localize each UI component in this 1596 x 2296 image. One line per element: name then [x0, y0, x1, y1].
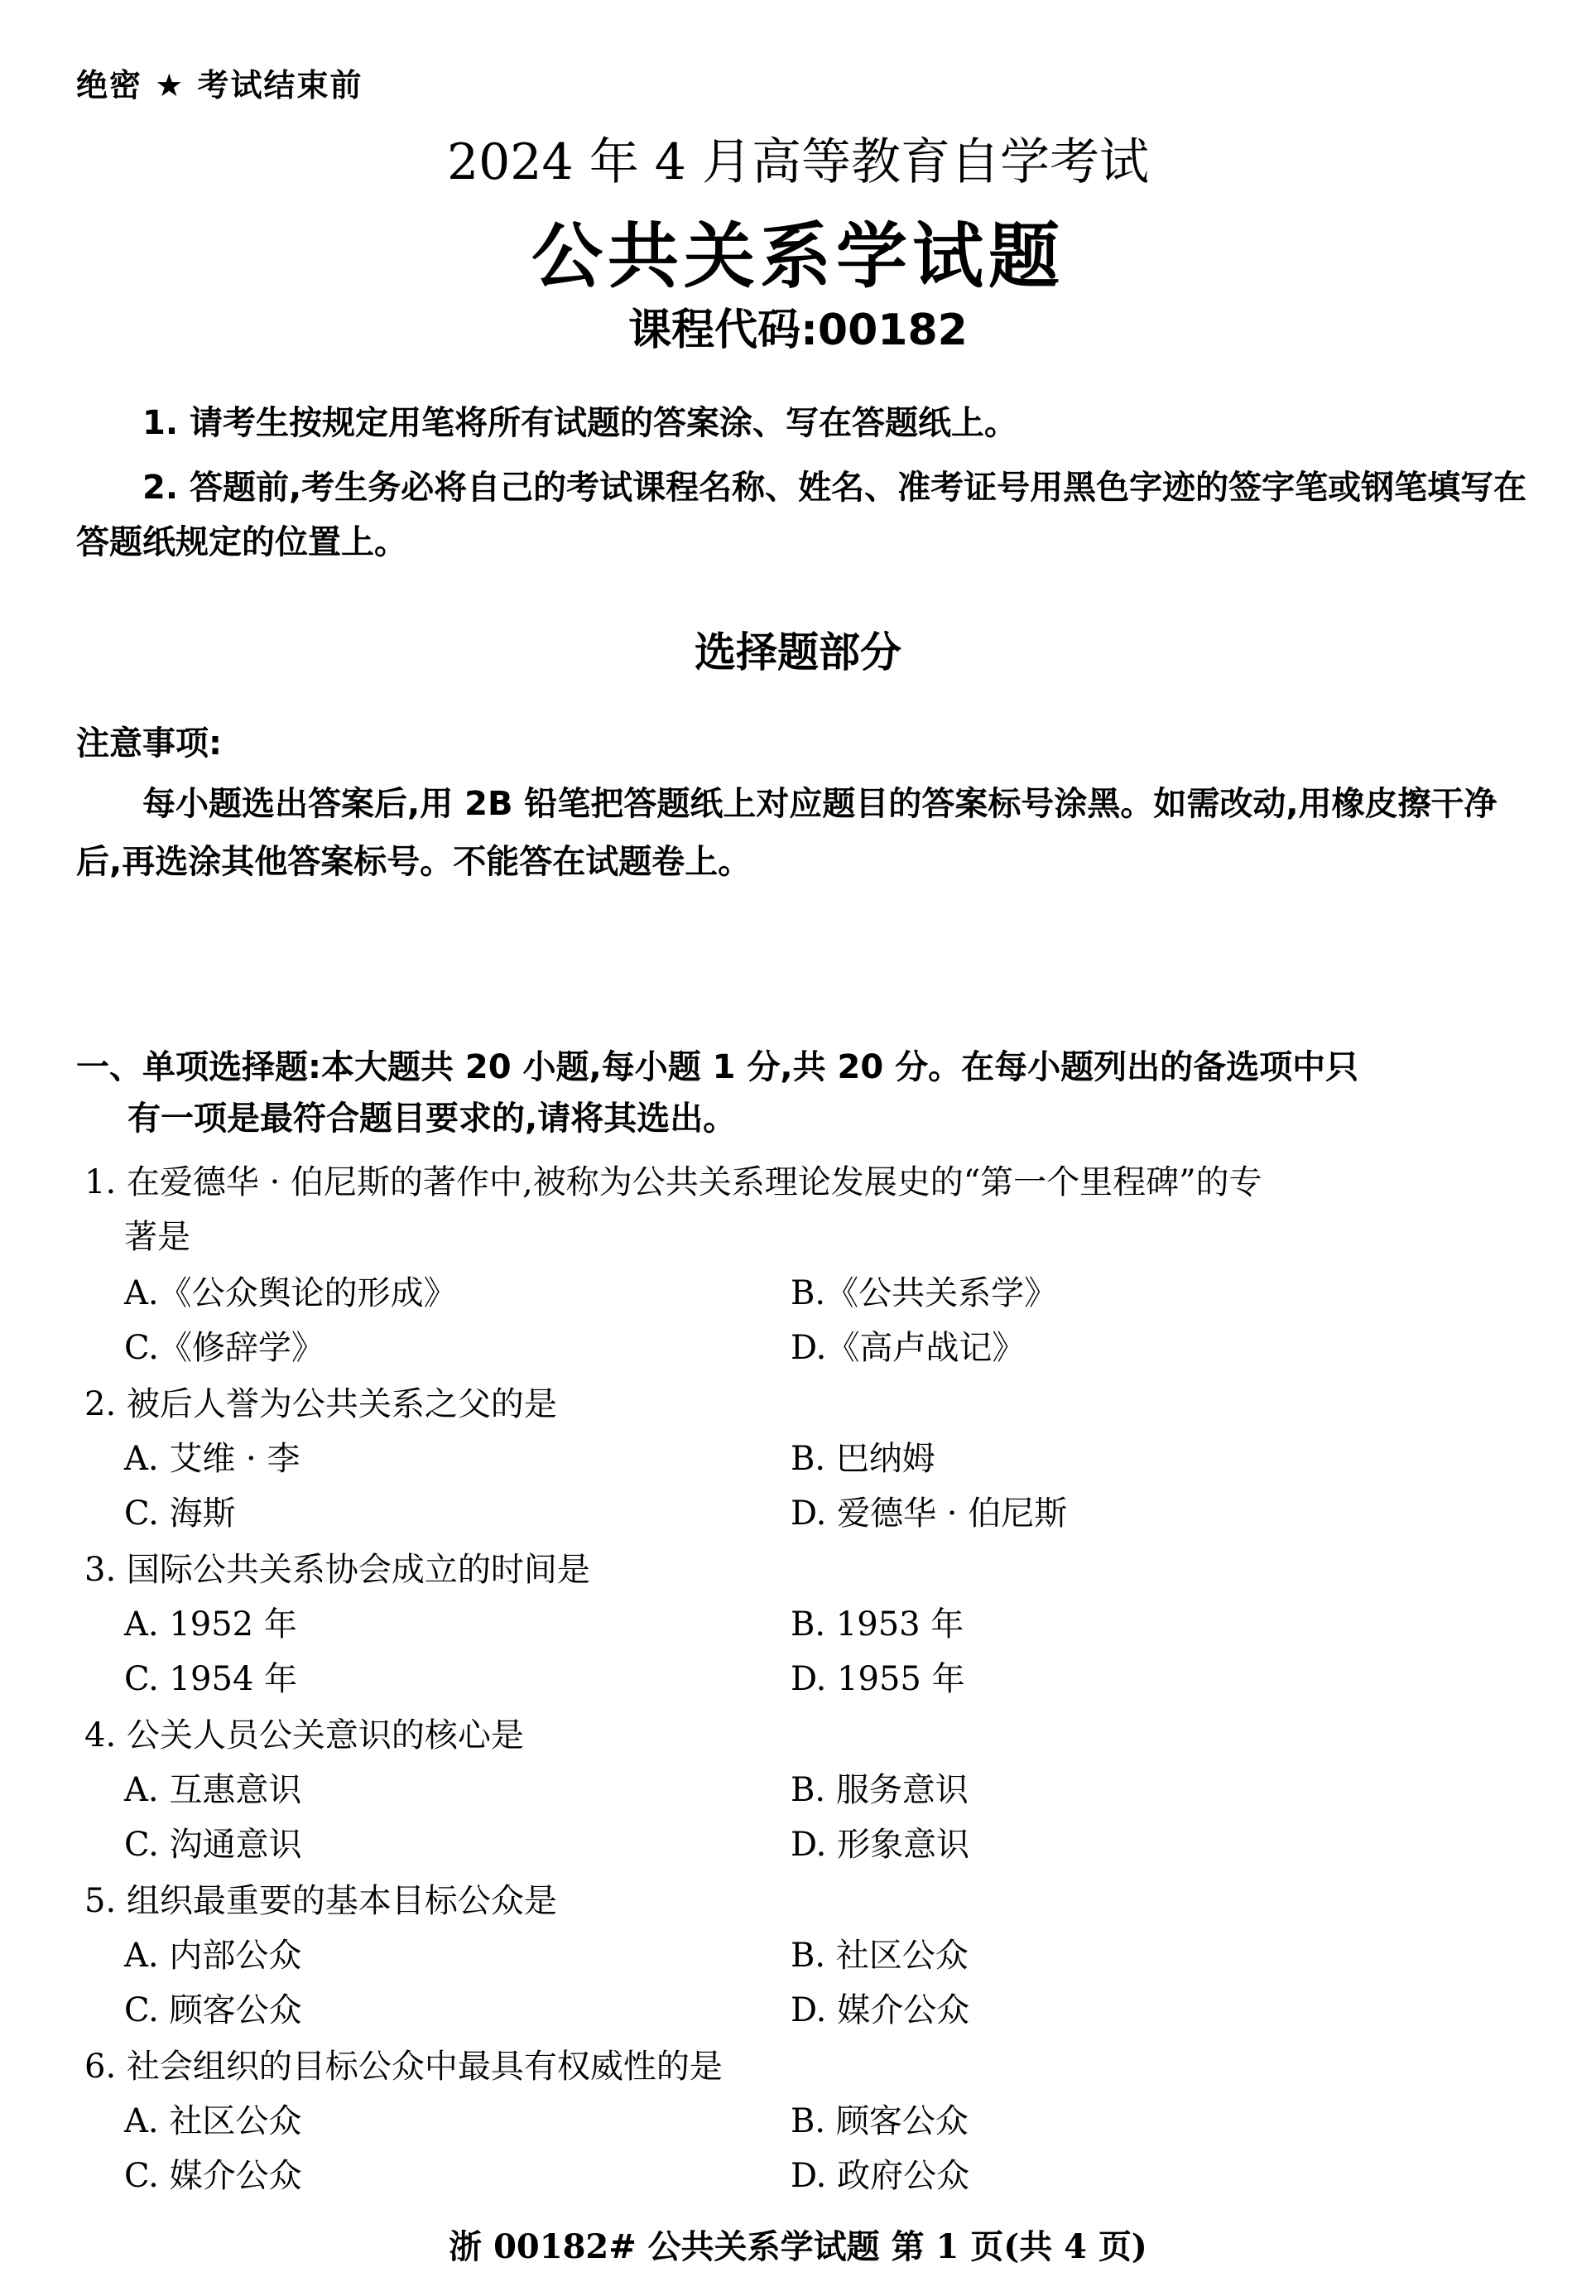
- option-b: B. 巴纳姆: [791, 1440, 935, 1478]
- option-c: C. 1954 年: [124, 1660, 298, 1698]
- option-c: C.《修辞学》: [124, 1329, 324, 1367]
- option-b: B. 1953 年: [791, 1605, 964, 1644]
- notice-body: 每小题选出答案后,用 2B 铅笔把答题纸上对应题目的答案标号涂黑。如需改动,用橡皮擦干净后,再选涂其他答案标号。不能答在试题卷上。: [76, 785, 1497, 881]
- option-d: D.《高卢战记》: [791, 1329, 1026, 1367]
- question-stem: 3. 国际公共关系协会成立的时间是: [84, 1551, 590, 1589]
- option-d: D. 政府公众: [791, 2157, 970, 2195]
- option-d: D. 爱德华 · 伯尼斯: [791, 1495, 1068, 1533]
- question-stem: 5. 组织最重要的基本目标公众是: [84, 1882, 557, 1920]
- section-title: 选择题部分: [695, 628, 901, 676]
- option-c: C. 沟通意识: [124, 1826, 302, 1864]
- option-a: A. 社区公众: [124, 2102, 302, 2140]
- instruction-1: 1. 请考生按规定用笔将所有试题的答案涂、写在答题纸上。: [142, 404, 1017, 442]
- option-b: B. 顾客公众: [791, 2102, 969, 2140]
- page-footer: 浙 00182# 公共关系学试题 第 1 页(共 4 页): [449, 2227, 1147, 2266]
- question-stem: 2. 被后人誉为公共关系之父的是: [84, 1385, 557, 1423]
- option-b: B.《公共关系学》: [791, 1274, 1058, 1312]
- option-d: D. 1955 年: [791, 1660, 965, 1698]
- option-a: A. 艾维 · 李: [124, 1440, 300, 1478]
- part1-line1: 一、单项选择题:本大题共 20 小题,每小题 1 分,共 20 分。在每小题列出的备选项中只: [76, 1048, 1359, 1086]
- question-stem: 4. 公关人员公关意识的核心是: [84, 1716, 524, 1754]
- notice-heading: 注意事项:: [76, 724, 222, 763]
- option-c: C. 海斯: [124, 1495, 236, 1533]
- part1-line2: 有一项是最符合题目要求的,请将其选出。: [127, 1100, 737, 1138]
- option-d: D. 形象意识: [791, 1826, 970, 1864]
- question-stem: 1. 在爱德华 · 伯尼斯的著作中,被称为公共关系理论发展史的“第一个里程碑”的专: [84, 1163, 1262, 1201]
- course-code: 课程代码:00182: [628, 306, 968, 355]
- exam-title: 2024 年 4 月高等教育自学考试: [446, 133, 1150, 191]
- subject-title: 公共关系学试题: [531, 215, 1065, 298]
- question-stem-continued: 著是: [124, 1218, 190, 1256]
- option-d: D. 媒介公众: [791, 1991, 970, 2029]
- option-a: A.《公众舆论的形成》: [124, 1274, 457, 1312]
- option-b: B. 服务意识: [791, 1771, 969, 1809]
- option-a: A. 互惠意识: [124, 1771, 302, 1809]
- question-stem: 6. 社会组织的目标公众中最具有权威性的是: [84, 2048, 723, 2086]
- part1-heading: [76, 1042, 1442, 1144]
- confidential-label: 绝密 ★ 考试结束前: [76, 67, 363, 103]
- option-c: C. 顾客公众: [124, 1991, 302, 2029]
- option-a: A. 内部公众: [124, 1937, 302, 1975]
- option-c: C. 媒介公众: [124, 2157, 302, 2195]
- instruction-2: 2. 答题前,考生务必将自己的考试课程名称、姓名、准考证号用黑色字迹的签字笔或钢笔填写在答题纸规定的位置上。: [76, 469, 1527, 561]
- option-b: B. 社区公众: [791, 1937, 969, 1975]
- option-a: A. 1952 年: [124, 1605, 297, 1644]
